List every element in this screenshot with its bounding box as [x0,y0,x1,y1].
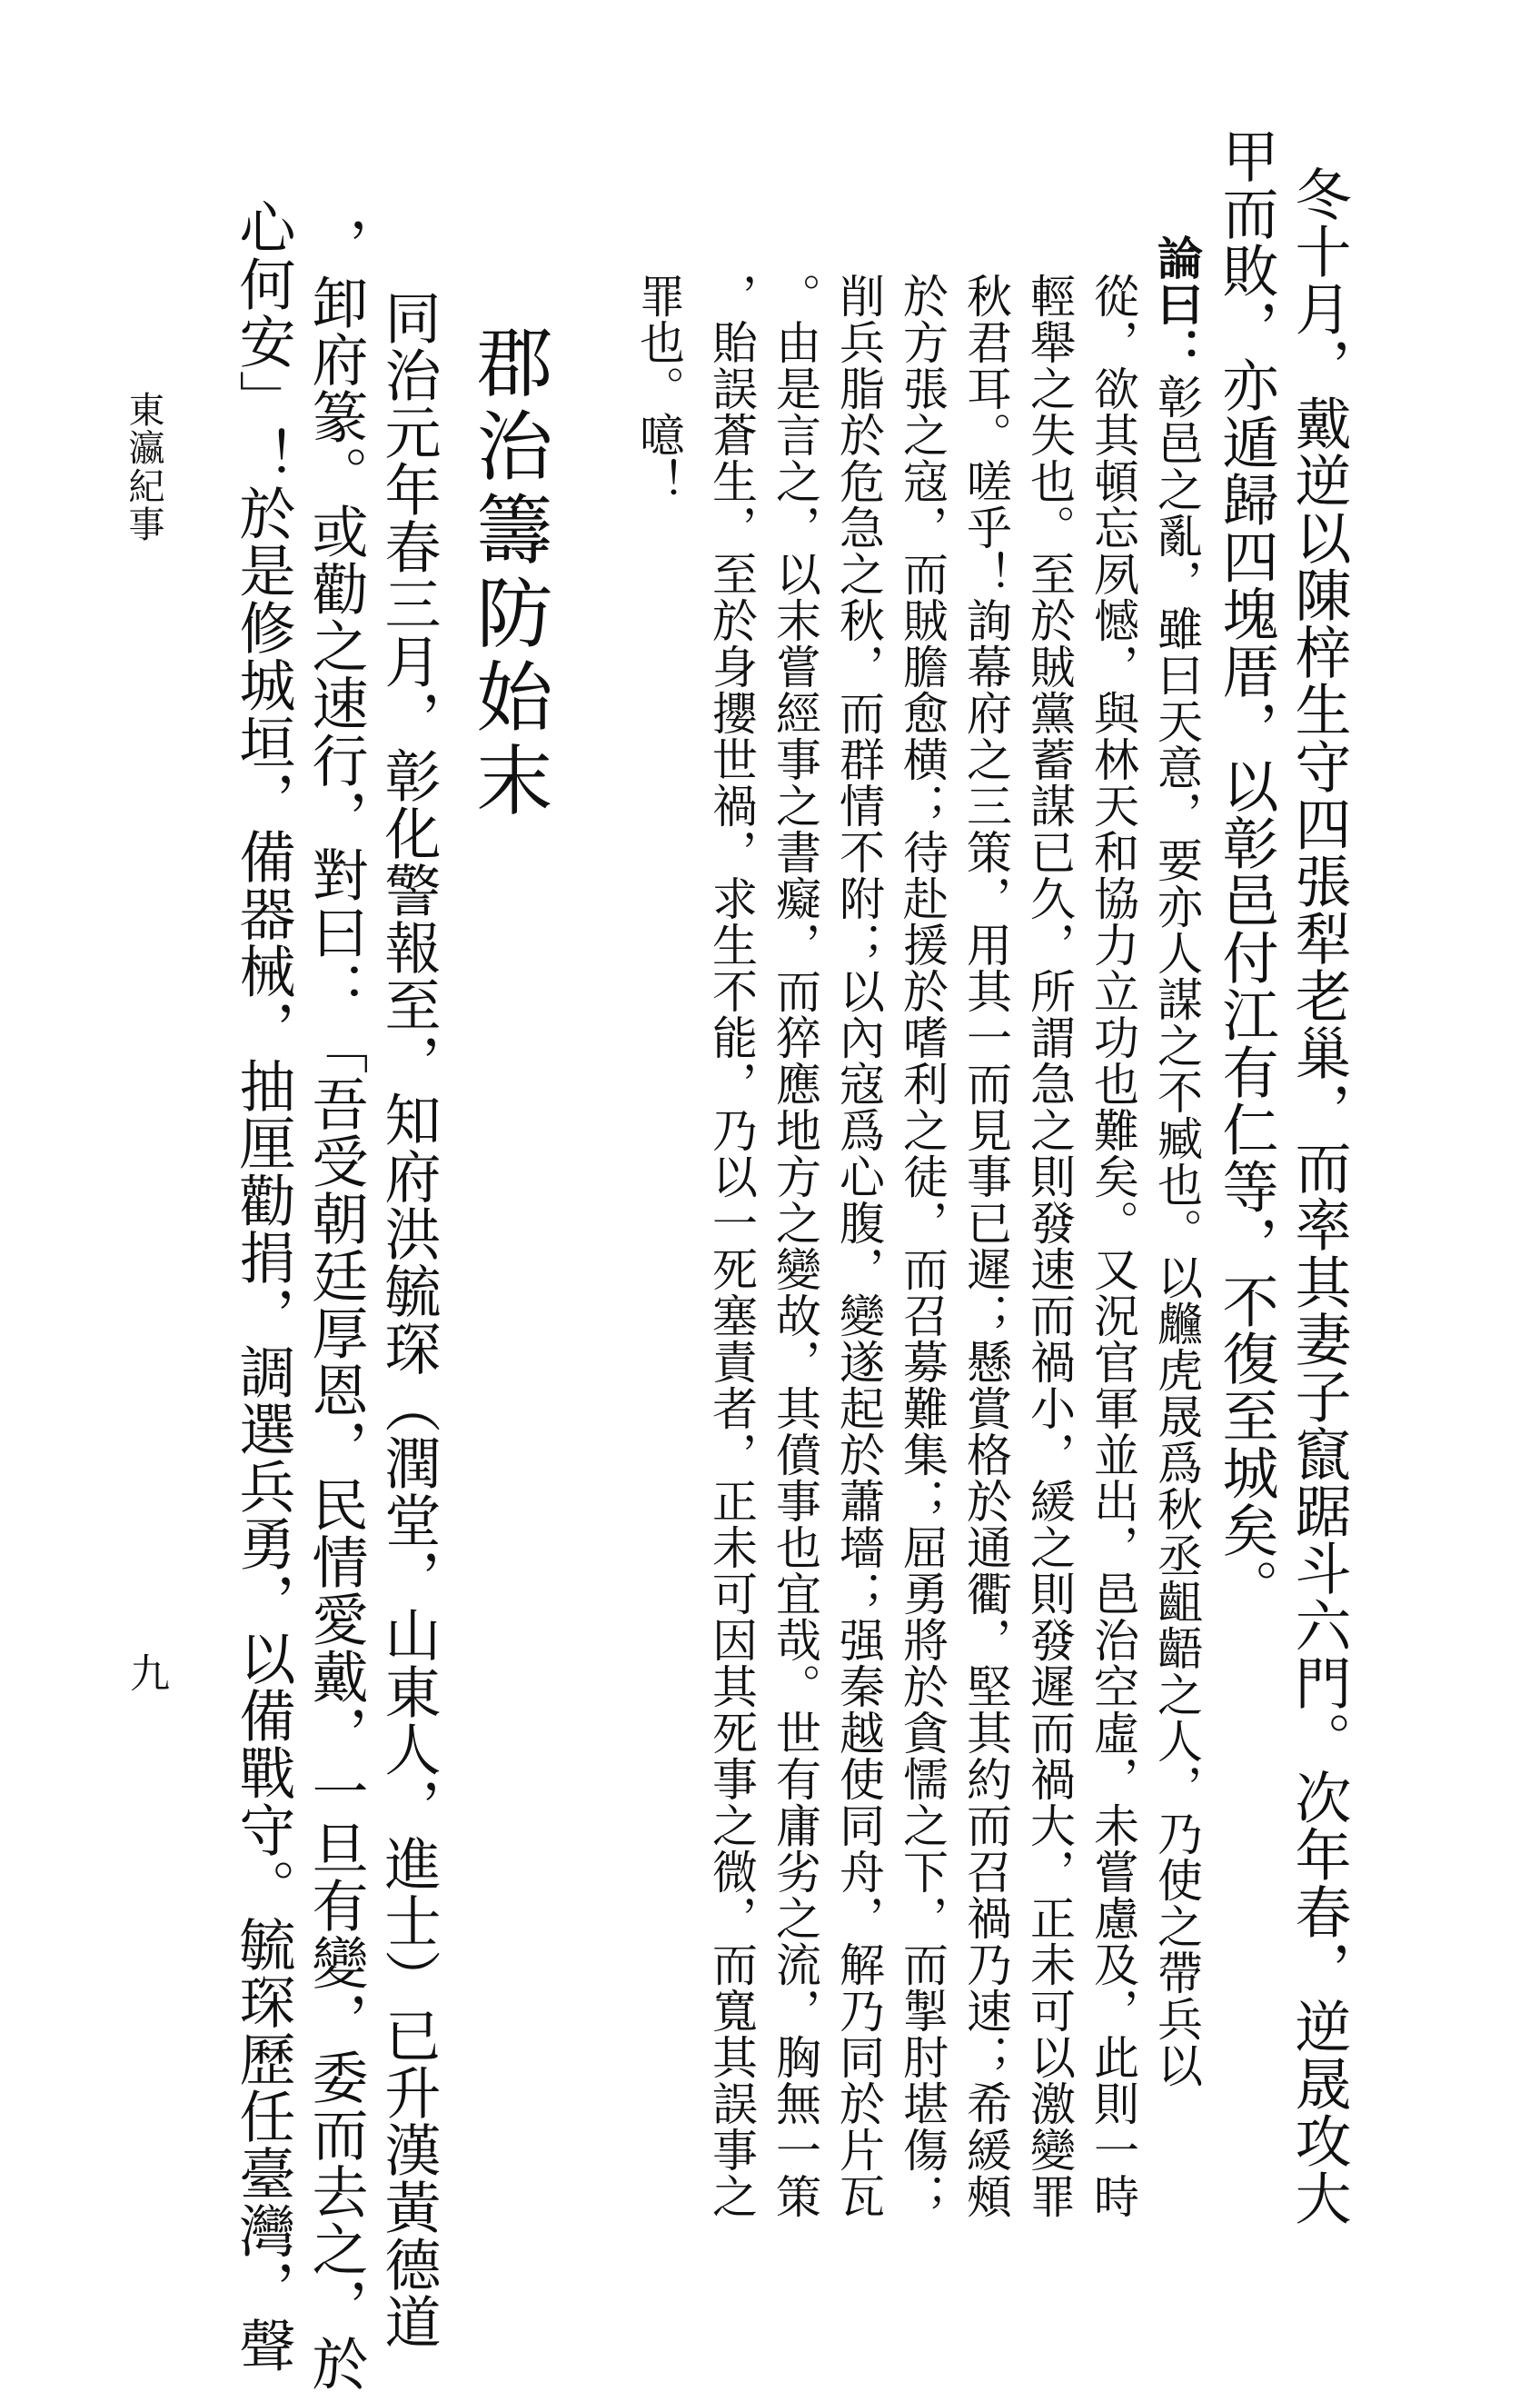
page-number: 九 [123,1652,169,1692]
commentary-label: 論曰： [1150,234,1204,374]
section2-column-3: 心何安」！於是修城垣，備器械，抽厘勸捐，調選兵勇，以備戰守。毓琛歷任臺灣，聲 [230,198,296,2374]
section2-column-2: ，卸府篆。或勸之速行，對曰：「吾受朝廷厚恩，民情愛戴，一旦有變，委而去之，於 [303,216,369,2392]
section2-column-1: 同治元年春三月，彰化警報至，知府洪毓琛（潤堂，山東人，進士）已升漢黃德道 [375,289,442,2350]
commentary-column-9: 罪也。噫！ [632,273,685,504]
commentary-column-6: 削兵脂於危急之秋，而群情不附；以內寇爲心腹，變遂起於蕭墻；强秦越使同舟，解乃同於片瓦 [832,273,885,2219]
commentary-column-3: 輕舉之失也。至於賊黨蓄謀已久，所謂急之則發速而禍小，緩之則發遲而禍大，正未可以激變罪 [1023,273,1076,2219]
narrative-column-1: 冬十月，戴逆以陳梓生守四張犁老巢，而率其妻子竄踞斗六門。次年春，逆晟攻大 [1286,165,1352,2227]
commentary-column-1 [1150,234,1204,2088]
commentary-column-2: 從，欲其頓忘夙憾，與林天和協力立功也難矣。又況官軍並出，邑治空虛，未嘗慮及，此則一時 [1087,273,1139,2219]
commentary-column-8: ，貽誤蒼生，至於身攖世禍，求生不能，乃以一死塞責者，正未可因其死事之微，而寬其誤事之 [705,273,758,2219]
narrative-column-2: 甲而敗，亦遁歸四塊厝，以彰邑付江有仁等，不復至城矣。 [1213,127,1279,1616]
commentary-column-7: 。由是言之，以末嘗經事之書癡，而猝應地方之變故，其僨事也宜哉。世有庸劣之流，胸無一策 [769,273,821,2219]
commentary-column-5: 於方張之寇，而賊膽愈横；待赴援於嗜利之徒，而召募難集；屈勇將於貪懦之下，而掣肘堪傷； [896,273,949,2219]
commentary-column-4: 秋君耳。嗟乎！詢幕府之三策，用其一而見事已遲；懸賞格於通衢，堅其約而召禍乃速；希緩頰 [959,273,1012,2219]
running-head: 東瀛紀事 [123,391,164,543]
section-title: 郡治籌防始末 [464,323,553,824]
commentary-text: 彰邑之亂，雖曰天意，要亦人謀之不臧也。以虪虎晟爲秋丞齟齬之人，乃使之帶兵以 [1150,374,1203,2088]
